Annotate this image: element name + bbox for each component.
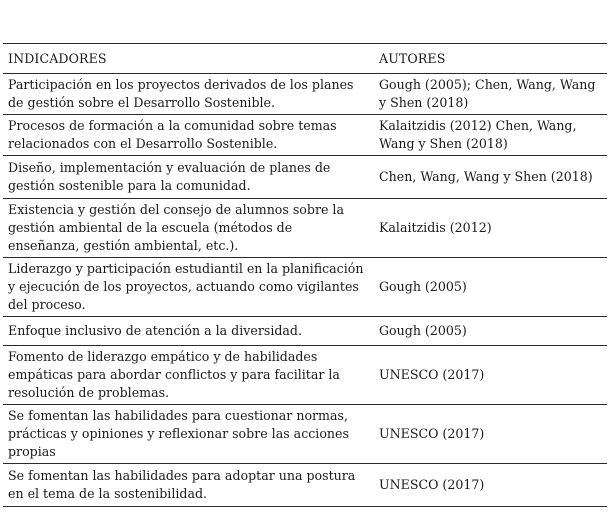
table-row <box>3 199 607 258</box>
header-indicators: INDICADORES <box>3 44 374 74</box>
table-row <box>3 346 607 405</box>
authors-cell: Gough (2005) <box>374 317 607 346</box>
indicators-table-container <box>3 43 607 507</box>
authors-cell: UNESCO (2017) <box>374 464 607 507</box>
table-row <box>3 156 607 199</box>
header-authors: AUTORES <box>374 44 607 74</box>
authors-cell: Gough (2005); Chen, Wang, Wang y Shen (2018) <box>374 74 607 115</box>
header-row <box>3 44 607 74</box>
indicator-cell: Fomento de liderazgo empático y de habilidades empáticas para abordar conflictos y para facilitar la resolución de problemas. <box>3 346 374 405</box>
table-row <box>3 115 607 156</box>
indicator-cell: Participación en los proyectos derivados de los planes de gestión sobre el Desarrollo Sostenible. <box>3 74 374 115</box>
authors-cell: Kalaitzidis (2012) <box>374 199 607 258</box>
table-header <box>3 44 607 74</box>
authors-cell: Kalaitzidis (2012) Chen, Wang, Wang y Shen (2018) <box>374 115 607 156</box>
table-row <box>3 464 607 507</box>
table-body <box>3 74 607 507</box>
table-row <box>3 258 607 317</box>
authors-cell: Chen, Wang, Wang y Shen (2018) <box>374 156 607 199</box>
indicator-cell: Procesos de formación a la comunidad sobre temas relacionados con el Desarrollo Sostenible. <box>3 115 374 156</box>
table-row <box>3 74 607 115</box>
authors-cell: UNESCO (2017) <box>374 346 607 405</box>
indicator-cell: Se fomentan las habilidades para adoptar una postura en el tema de la sostenibilidad. <box>3 464 374 507</box>
indicator-cell: Enfoque inclusivo de atención a la diversidad. <box>3 317 374 346</box>
indicator-cell: Se fomentan las habilidades para cuestionar normas, prácticas y opiniones y reflexionar sobre las acciones propias <box>3 405 374 464</box>
indicator-cell: Liderazgo y participación estudiantil en la planificación y ejecución de los proyectos, actuando como vigilantes del proceso. <box>3 258 374 317</box>
indicator-cell: Existencia y gestión del consejo de alumnos sobre la gestión ambiental de la escuela (métodos de enseñanza, gestión ambiental, etc.). <box>3 199 374 258</box>
table-row <box>3 317 607 346</box>
authors-cell: UNESCO (2017) <box>374 405 607 464</box>
table-row <box>3 405 607 464</box>
authors-cell: Gough (2005) <box>374 258 607 317</box>
indicator-cell: Diseño, implementación y evaluación de planes de gestión sostenible para la comunidad. <box>3 156 374 199</box>
indicators-table <box>3 43 607 507</box>
